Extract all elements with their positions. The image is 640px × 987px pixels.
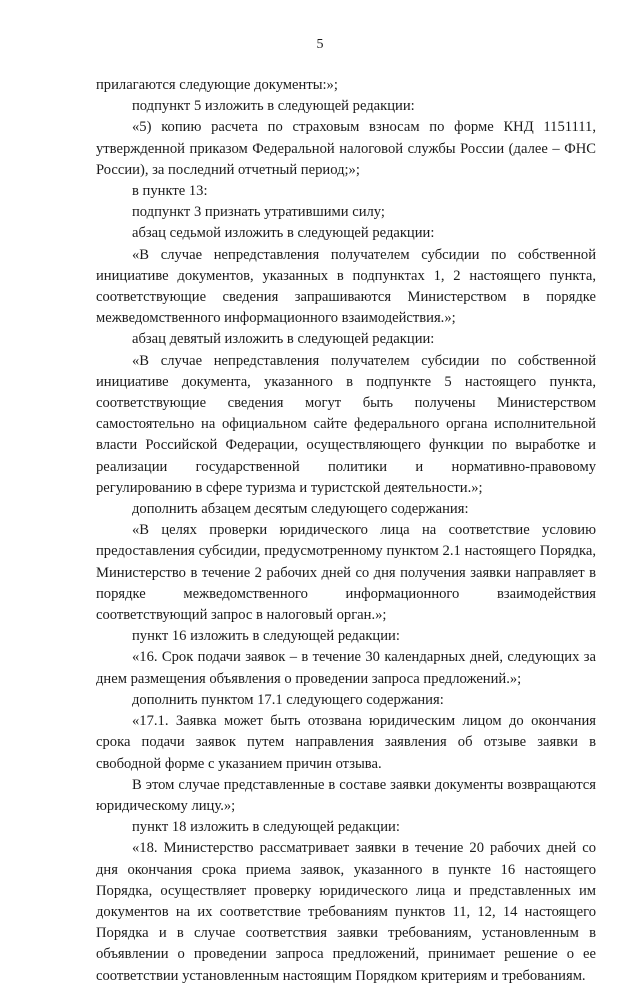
paragraph: дополнить абзацем десятым следующего содержания: <box>132 501 469 518</box>
paragraph: прилагаются следующие документы:»; <box>96 77 338 93</box>
paragraph: абзац девятый изложить в следующей редакции: <box>132 331 435 348</box>
paragraph: «18. Министерство рассматривает заявки в течение 20 рабочих дней со дня окончания срока приема заявок, указанного в пункте 16 настоящего Порядка, осуществляет проверку юридического лица и представленных им документов на их соответствие требованиям пунктов 11, 12, 14 настоящего Порядка и в случае соответствия заявки требованиям, установленным в объявлении о проведении запроса предложений, принимает решение о ее соответствии установленным настоящим Порядком критериям и требованиям. <box>96 840 596 984</box>
paragraph: «В случае непредставления получателем субсидии по собственной инициативе документов, указанных в подпунктах 1, 2 настоящего пункта, соответствующие сведения запрашиваются Министерством в порядке межведомственного информационного взаимодействия.»; <box>96 246 596 327</box>
paragraph: в пункте 13: <box>132 183 208 200</box>
paragraph: В этом случае представленные в составе заявки документы возвращаются юридическому лицу.»; <box>96 776 596 814</box>
paragraph: пункт 16 изложить в следующей редакции: <box>132 628 400 645</box>
paragraph: подпункт 5 изложить в следующей редакции: <box>132 98 415 115</box>
paragraph: «16. Срок подачи заявок – в течение 30 календарных дней, следующих за днем размещения объявления о проведении запроса предложений.»; <box>96 649 596 687</box>
paragraph: «В случае непредставления получателем субсидии по собственной инициативе документа, указанного в подпункте 5 настоящего пункта, соответствующие сведения могут быть получены Министерством самостоятельно на официальном сайте федерального органа исполнительной власти Российской Федерации, осуществляющего функции по выработке и реализации государственной политики и нормативно-правовому регулированию в сфере туризма и туристской деятельности.»; <box>96 352 596 496</box>
paragraph: «В целях проверки юридического лица на соответствие условию предоставления субсидии, предусмотренному пунктом 2.1 настоящего Порядка, Министерство в течение 2 рабочих дней со дня получения заявки направляет в порядке межведомственного информационного взаимодействия соответствующий запрос в налоговый орган.»; <box>96 522 596 624</box>
page-number: 5 <box>316 37 324 52</box>
paragraph: «5) копию расчета по страховым взносам по форме КНД 1151111, утвержденной приказом Федеральной налоговой службы России (далее – ФНС России), за последний отчетный период;»; <box>96 119 596 178</box>
paragraph: «17.1. Заявка может быть отозвана юридическим лицом до окончания срока подачи заявок путем направления заявления об отзыве заявки в свободной форме с указанием причин отзыва. <box>96 713 596 772</box>
paragraph: абзац седьмой изложить в следующей редакции: <box>132 225 435 242</box>
paragraph: подпункт 3 признать утратившими силу; <box>132 204 385 221</box>
paragraph: пункт 18 изложить в следующей редакции: <box>132 819 400 836</box>
paragraph: дополнить пунктом 17.1 следующего содержания: <box>132 691 444 708</box>
document-body <box>96 75 596 987</box>
